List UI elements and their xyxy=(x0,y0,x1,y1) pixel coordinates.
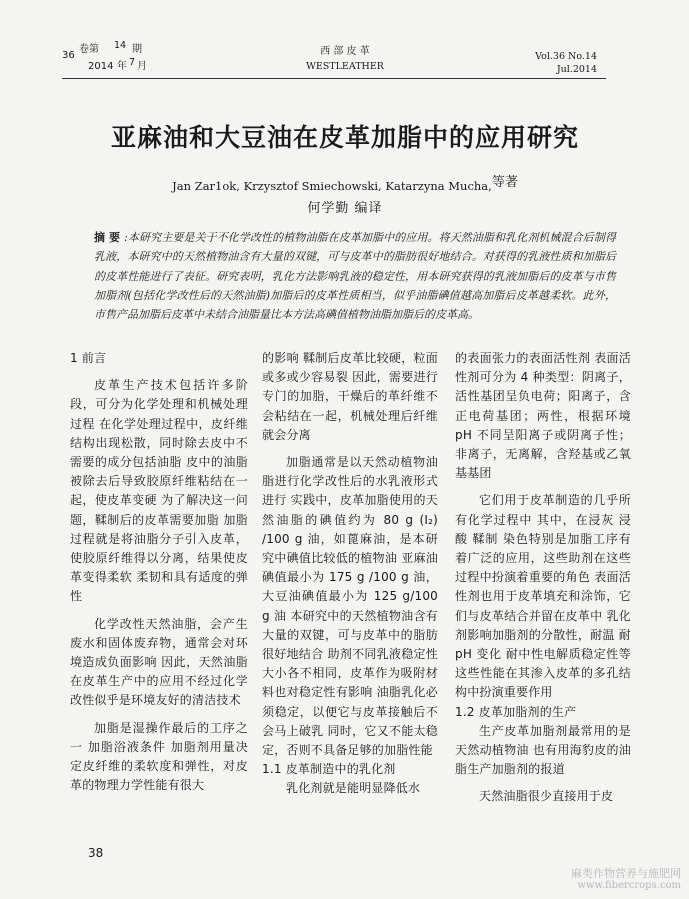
paragraph: 生产皮革加脂剂最常用的是天然动植物油 也有用海豹皮的油脂生产加脂剂的报道 xyxy=(455,723,631,777)
volume-issue-en: Vol.36 No.14 xyxy=(535,51,597,62)
header-rule xyxy=(62,78,606,79)
year: 2014 xyxy=(88,61,114,72)
page-number: 38 xyxy=(88,846,104,860)
paragraph: 加脂是湿操作最后的工序之一 加脂浴液条件 加脂剂用量决定皮纤维的柔软度和弹性，对皮革的物理力学性能有很大 xyxy=(70,720,248,793)
watermark-url: www.fibercrops.com xyxy=(577,880,681,891)
month-number: 7 xyxy=(129,57,136,68)
authors: Jan Zar1ok, Krzysztof Smiechowski, Katarzyna Mucha, xyxy=(172,179,492,193)
section-heading-fatliquor: 1.2 皮革加脂剂的生产 xyxy=(455,704,577,719)
issue-number: 14 xyxy=(114,40,127,51)
year-label: 年 xyxy=(117,61,127,72)
abstract xyxy=(94,228,616,324)
volume-number: 36 xyxy=(62,50,75,61)
section-heading-intro: 1 前言 xyxy=(70,351,107,365)
article-title: 亚麻油和大豆油在皮革加脂中的应用研究 xyxy=(110,123,579,152)
journal-name xyxy=(260,44,430,74)
paragraph: 的表面张力的表面活性剂 表面活性剂可分为 4 种类型：阴离子，活性基团呈负电荷；阳离子，含正电荷基团；两性，根据环境 pH 不同呈阳离子或阴离子性；非离子，无离解，含羟基或乙氧基基团 xyxy=(455,351,631,481)
paragraph: 天然油脂很少直接用于皮 xyxy=(479,789,614,804)
month-label: 月 xyxy=(137,61,147,72)
volume-label: 卷第 xyxy=(79,44,99,55)
body-column-3 xyxy=(455,349,631,807)
author-line xyxy=(62,175,628,195)
paragraph: 加脂通常是以天然动植物油脂进行化学改性后的水乳液形式进行 实践中，皮革加脂使用的天然油脂的碘值约为 80 g (I₂) /100 g 油，如蓖麻油，是本研究中碘值比较低的植物油 亚麻油碘值最小为 175 g /100 g 油，大豆油碘值最小为 125 g/100 g 油 本研究中的天然植物油含有大量的双键，可与皮革中的脂肪很好地结合 助剂不同乳液稳定性大小各不相同，皮革作为吸附材料也对稳定性有影响 油脂乳化必须稳定，以便它与皮革接触后不会马上破乳 同时，它又不能太稳定，否则不具备足够的加脂性能 xyxy=(262,455,438,758)
section-heading-emulsifier: 1.1 皮革制造中的乳化剂 xyxy=(262,762,396,777)
paragraph: 乳化剂就是能明显降低水 xyxy=(286,781,421,796)
watermark-cn: 麻类作物营养与施肥网 xyxy=(571,867,681,880)
date-en: Jul.2014 xyxy=(556,64,597,75)
body-column-2 xyxy=(262,349,438,799)
journal-name-en: WESTLEATHER xyxy=(306,61,384,72)
paragraph: 皮革生产技术包括许多阶段，可分为化学处理和机械处理过程 在化学处理过程中，皮纤维结构出现松散，同时除去皮中不需要的成分包括油脂 皮中的油脂被除去后导致胶原纤维粘结在一起，使皮革变硬 为了解决这一问题，鞣制后的皮革需要加脂 加脂过程就是将油脂分子引入皮革，使胶原纤维得以分离，结果使皮革变得柔软 柔韧和具有适度的弹性 xyxy=(70,378,248,604)
body-column-1 xyxy=(70,349,248,795)
abstract-text: :本研究主要是关于不化学改性的植物油脂在皮革加脂中的应用。将天然油脂和乳化剂机械混合后制得乳液，本研究中的天然植物油含有大量的双键，可与皮革中的脂肪很好地结合。对获得的乳液性质和加脂后的皮革性能进行了表征。研究表明，乳化方法影响乳液的稳定性，用本研究获得的乳液加脂后的皮革与市售加脂剂(包括化学改性后的天然油脂)加脂后的皮革性质相当，似乎油脂碘值越高加脂后皮革越柔软。此外，市售产品加脂后皮革中未结合油脂量比本方法高碘值植物油脂加脂后的皮革高。 xyxy=(94,231,616,322)
paragraph: 的影响 鞣制后皮革比较硬，粒面或多或少容易裂 因此，需要进行专门的加脂，干燥后的革纤维不会粘结在一起，机械处理后纤维就会分离 xyxy=(262,351,438,442)
paragraph: 化学改性天然油脂，会产生废水和固体废弃物，通常会对环境造成负面影响 因此，天然油脂在皮革生产中的应用不经过化学改性似乎是环境友好的清洁技术 xyxy=(70,616,248,708)
issue-info-en xyxy=(535,50,597,76)
journal-name-cn: 西 部 皮 革 xyxy=(320,46,370,57)
paragraph: 它们用于皮革制造的几乎所有化学过程中 其中，在浸灰 浸酸 鞣制 染色特别是加脂工序有着广泛的应用，这些助剂在这些过程中扮演着重要的角色 表面活性剂也用于皮革填充和涂饰，它们与皮革结合并留在皮革中 乳化剂影响加脂剂的分散性，耐温 耐 pH 变化 耐中性电解质稳定性等 这些性能在其渗入皮革的多孔结构中扮演重要作用 xyxy=(455,493,631,700)
authors-suffix: 等著 xyxy=(491,175,518,190)
issue-label: 期 xyxy=(132,44,142,55)
abstract-label: 摘 要 xyxy=(94,231,121,244)
issue-info xyxy=(62,40,172,74)
translator: 何学勤 编译 xyxy=(307,201,383,216)
